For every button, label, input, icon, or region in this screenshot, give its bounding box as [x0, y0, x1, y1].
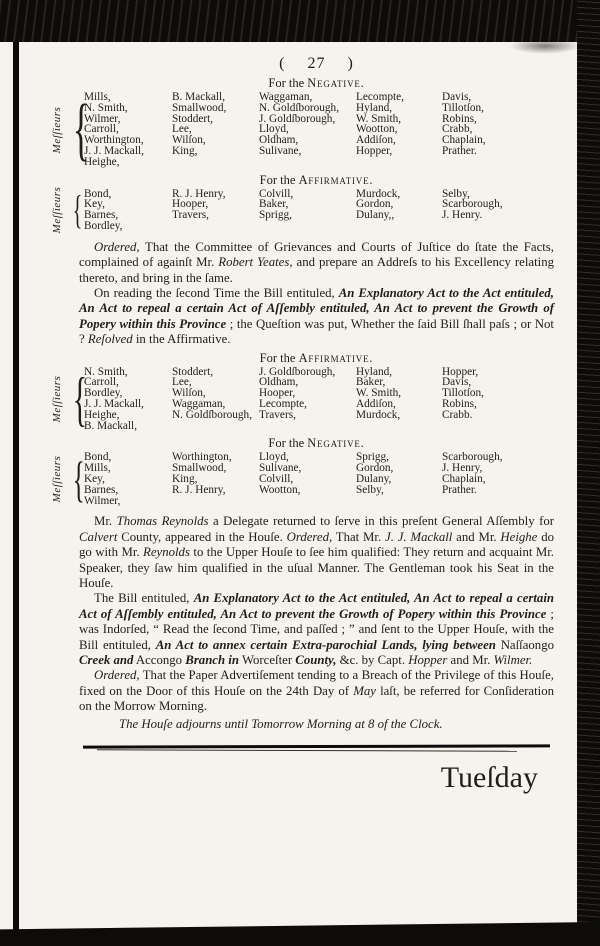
heading-word: Affirmative.	[298, 350, 374, 365]
voter-name: Prather.	[442, 483, 477, 496]
paragraph-bill-indorsed	[79, 591, 554, 668]
voter-name: Baker,	[356, 376, 386, 389]
section-rule	[83, 745, 550, 751]
voter-name: Tillotſon,	[442, 387, 484, 400]
heading-word: Negative.	[307, 436, 365, 451]
heading-prefix: For the	[259, 172, 299, 187]
voter-name: N. Smith,	[84, 101, 128, 114]
vote-column	[356, 189, 442, 221]
voter-name: Key,	[84, 472, 105, 485]
voter-name: R. J. Henry,	[172, 187, 226, 200]
voter-name: Scarborough,	[442, 451, 503, 464]
vote-column	[442, 367, 554, 421]
voter-name: Travers,	[259, 408, 296, 421]
voter-name: Heighe,	[84, 155, 120, 168]
voter-name: J. Goldſborough,	[259, 112, 336, 125]
vote-table-heading	[79, 436, 554, 450]
voter-name: Lee,	[172, 123, 192, 136]
text-segment: Accongo	[133, 653, 186, 668]
voter-name: Sprigg,	[356, 451, 389, 464]
voter-name: Wootton,	[259, 483, 301, 496]
text-segment: ; was Indorſed, “ Read the ſecond Time, and paſſed ; ” and ſent to the Upper Houſe, with the Bill entituled,	[79, 606, 554, 652]
voter-name: Baker,	[259, 198, 289, 211]
voter-name: Oldham,	[259, 134, 299, 147]
vote-column	[259, 452, 356, 495]
voter-name: Chaplain,	[442, 472, 486, 485]
voter-name: J. Henry.	[442, 209, 483, 222]
vote-column	[356, 452, 442, 495]
text-segment: and prepare an Addreſs to his Excellency relating thereto, and bring in the ſame.	[79, 255, 554, 285]
vote-column	[172, 367, 259, 421]
text-segment: and Mr.	[447, 653, 494, 668]
voter-name: Chaplain,	[442, 134, 486, 147]
text-segment: Worceſter	[238, 653, 296, 668]
voter-name: B. Mackall,	[84, 419, 138, 432]
voter-name: Colvill,	[259, 472, 294, 485]
vote-table-affirmative-1	[51, 172, 554, 234]
messieurs-label-text: Meſſieurs	[51, 106, 63, 154]
text-segment: The Bill entituled,	[94, 591, 194, 606]
voter-name: Bond,	[84, 187, 112, 200]
scan-border-bottom	[0, 932, 600, 946]
vote-table-affirmative-2	[51, 350, 554, 432]
voter-name: Bond,	[84, 451, 112, 464]
text-segment: That Mr.	[332, 529, 386, 544]
voter-name: Mills,	[84, 462, 111, 475]
vote-column	[259, 189, 356, 221]
page-number-value: 27	[307, 55, 326, 72]
voter-name: Dulany,,	[356, 209, 395, 222]
scan-border-right	[577, 0, 600, 946]
text-segment: Robert Yeates,	[218, 255, 293, 270]
voter-name: Waggaman,	[172, 398, 226, 410]
text-segment: County,	[295, 653, 337, 668]
text-segment: a Delegate returned to ſerve in this preſent General Aſſembly for	[208, 514, 555, 529]
text-segment: An Explanatory Act to the Act entituled, An Act to repeal a certain Act of Aſſembly entituled, An Act to prevent the Growth of Popery within this Province	[79, 285, 554, 331]
voter-name: Wilmer,	[84, 112, 121, 125]
text-segment: do go with Mr.	[79, 529, 554, 560]
vote-table-heading	[79, 76, 554, 90]
voter-name: Hooper,	[172, 198, 209, 211]
text-segment: in the Affirmative.	[132, 332, 231, 347]
voter-name: Travers,	[172, 209, 209, 222]
text-segment: to the Upper Houſe to ſee him qualified: They return and acquaint Mr. Speaker, they ſaw him qualified in the uſual Manner. The Gentleman took his Seat in the Houſe.	[79, 545, 554, 590]
text-segment: Heighe	[500, 529, 538, 544]
vote-column	[259, 367, 356, 421]
text-segment: Thomas Reynolds	[116, 514, 209, 529]
voter-name: Oldham,	[259, 376, 299, 389]
voter-name: N. Smith,	[84, 365, 128, 378]
paragraph-paper-advertisement	[79, 668, 554, 714]
vote-column	[356, 92, 442, 157]
page-number	[79, 55, 554, 73]
voter-name: Stoddert,	[172, 365, 214, 378]
text-segment: ; the Queſtion was put, Whether the ſaid Bill ſhall paſs ; or Not ?	[79, 316, 554, 347]
text-segment: laſt, be referred for Conſideration on the Morrow Morning.	[79, 683, 554, 714]
document-page	[19, 42, 576, 932]
vote-column	[172, 92, 259, 157]
voter-name: Murdock,	[356, 408, 401, 421]
voter-name: Robins,	[442, 398, 477, 410]
vote-column	[442, 452, 554, 495]
text-segment: Creek and	[79, 653, 134, 668]
vote-table-negative-1	[51, 76, 554, 168]
text-segment: An Explanatory Act to the Act entituled, An Act to repeal a certain Act of Aſſembly entituled, An Act to prevent the Growth of Popery within this Province	[79, 591, 554, 621]
brace-glyph: {	[72, 365, 88, 432]
voter-name: Worthington,	[84, 134, 144, 147]
vote-table-heading	[79, 173, 554, 187]
voter-name: B. Mackall,	[172, 91, 226, 103]
voter-name: Stoddert,	[172, 112, 214, 125]
voter-name: Davis,	[442, 91, 472, 103]
voter-name: Waggaman,	[259, 91, 313, 103]
messieurs-label	[45, 92, 69, 168]
voter-name: Lloyd,	[259, 123, 289, 136]
adjournment-line: The Houſe adjourns until Tomorrow Morning at 8 of the Clock.	[119, 716, 443, 731]
voter-name: Selby,	[442, 187, 470, 200]
voter-name: Hyland,	[356, 365, 393, 378]
voter-name: W. Smith,	[356, 112, 402, 125]
voter-name: Wilſon,	[172, 387, 206, 400]
voter-name: Smallwood,	[172, 101, 227, 114]
text-segment: J. J. Mackall	[385, 529, 453, 544]
voter-name: Lloyd,	[259, 451, 289, 464]
vote-column	[172, 452, 259, 495]
voter-name: J. Henry,	[442, 462, 483, 475]
text-segment: &c. by Capt.	[336, 653, 409, 668]
vote-column	[84, 92, 172, 168]
voter-name: Sulivane,	[259, 462, 302, 475]
voter-name: Crabb,	[442, 123, 473, 136]
voter-name: W. Smith,	[356, 387, 402, 400]
voter-name: King,	[172, 472, 198, 485]
vote-column	[84, 452, 172, 506]
vote-table-body	[45, 92, 554, 168]
page-number-paren-left: (	[279, 55, 286, 72]
voter-name: Hooper,	[259, 387, 296, 400]
voter-name: Tillotſon,	[442, 101, 484, 114]
text-segment: Hopper	[408, 653, 448, 668]
text-segment: Ordered,	[94, 668, 140, 683]
vote-column	[172, 189, 259, 221]
text-segment: and Mr.	[452, 529, 501, 544]
voter-name: Mills,	[84, 91, 111, 103]
text-segment: Mr.	[94, 514, 117, 529]
vote-column	[259, 92, 356, 157]
voter-name: Wilſon,	[172, 134, 206, 147]
voter-name: Lee,	[172, 376, 192, 389]
heading-prefix: For the	[268, 76, 308, 90]
messieurs-label	[45, 186, 69, 234]
heading-word: Affirmative.	[298, 172, 374, 187]
paragraph-second-reading	[79, 286, 554, 348]
voter-name: Wootton,	[356, 123, 398, 136]
voter-name: King,	[172, 144, 198, 157]
text-segment: Ordered,	[94, 239, 140, 254]
voter-name: N. Goldſborough,	[172, 408, 253, 421]
voter-name: Scarborough,	[442, 198, 503, 211]
section-rule-thick	[83, 744, 550, 748]
voter-name: Colvill,	[259, 187, 294, 200]
text-segment: Wilmer.	[493, 653, 533, 668]
vote-table-negative-2	[51, 436, 554, 507]
voter-name: Lecompte,	[259, 398, 307, 410]
voter-name: J. J. Mackall,	[84, 144, 144, 157]
voter-name: Heighe,	[84, 408, 120, 421]
voter-name: Barnes,	[84, 209, 119, 222]
heading-prefix: For the	[259, 350, 299, 365]
voter-name: Wilmer,	[84, 494, 121, 507]
catchword-tuesday: Tueſday	[440, 760, 538, 794]
messieurs-label-text: Meſſieurs	[51, 456, 63, 503]
vote-table-body	[45, 186, 554, 234]
text-segment: Naſſaongo	[495, 637, 554, 652]
text-segment: That the Committee of Grievances and Courts of Juſtice do ſtate the Facts, complained of againſt Mr.	[79, 239, 554, 270]
text-segment: Reſolved	[87, 332, 133, 347]
brace-glyph: {	[72, 450, 85, 507]
text-segment: County, appeared in the Houſe.	[117, 529, 287, 544]
section-rule-thin	[97, 749, 517, 751]
voter-name: Crabb.	[442, 408, 473, 421]
vote-column	[84, 189, 172, 232]
voter-name: Gordon,	[356, 462, 394, 475]
vote-column	[442, 189, 554, 221]
vote-table-body	[45, 367, 554, 432]
heading-word: Negative.	[307, 76, 365, 90]
voter-name: J. J. Mackall,	[84, 398, 144, 410]
vote-table-body	[45, 452, 554, 506]
text-segment: That the Paper Advertiſement tending to a Breach of the Privilege of this Houſe, fixed on the Door of this Houſe on the 24th Day of	[79, 668, 554, 698]
messieurs-label-text: Meſſieurs	[51, 186, 63, 234]
voter-name: Selby,	[356, 483, 384, 496]
voter-name: Barnes,	[84, 483, 119, 496]
brace-glyph: {	[72, 90, 90, 168]
messieurs-label-text: Meſſieurs	[51, 375, 63, 423]
voter-name: Hopper,	[442, 365, 479, 378]
voter-name: Bordley,	[84, 387, 123, 400]
text-segment: Branch in	[185, 653, 239, 668]
voter-name: Dulany,	[356, 472, 392, 485]
voter-name: Sprigg,	[259, 209, 292, 222]
page-number-paren-right: )	[347, 55, 354, 72]
vote-table-heading	[79, 351, 554, 365]
voter-name: Prather.	[442, 144, 477, 157]
voter-name: Key,	[84, 198, 105, 211]
voter-name: Hyland,	[356, 101, 393, 114]
voter-name: R. J. Henry,	[172, 483, 226, 496]
messieurs-label	[45, 367, 69, 432]
text-segment: Reynolds	[143, 545, 190, 560]
vote-column	[356, 367, 442, 421]
text-segment: Ordered,	[286, 529, 333, 544]
vote-column	[84, 367, 172, 432]
text-segment: An Act to annex certain Extra-parochial Lands, lying between	[155, 637, 496, 652]
voter-name: Carroll,	[84, 123, 119, 136]
text-segment: On reading the ſecond Time the Bill entituled,	[94, 285, 339, 300]
voter-name: Gordon,	[356, 198, 394, 211]
heading-prefix: For the	[268, 436, 308, 451]
text-segment: May	[353, 683, 376, 698]
voter-name: Hopper,	[356, 144, 393, 157]
voter-name: J. Goldſborough,	[259, 365, 336, 378]
voter-name: Worthington,	[172, 451, 232, 464]
voter-name: Davis,	[442, 376, 472, 389]
voter-name: Smallwood,	[172, 462, 227, 475]
paragraph-reynolds-qualified	[79, 514, 554, 591]
voter-name: Addiſon,	[356, 398, 396, 410]
voter-name: Robins,	[442, 112, 477, 125]
messieurs-label	[45, 452, 69, 506]
voter-name: Murdock,	[356, 187, 401, 200]
paragraph-grievances-order	[79, 240, 554, 286]
voter-name: N. Goldſborough,	[259, 101, 340, 114]
text-segment: Calvert	[79, 529, 118, 544]
voter-name: Lecompte,	[356, 91, 404, 103]
voter-name: Sulivane,	[259, 144, 302, 157]
voter-name: Carroll,	[84, 376, 119, 389]
voter-name: Addiſon,	[356, 134, 396, 147]
vote-column	[442, 92, 554, 157]
scan-border-top	[0, 0, 600, 42]
voter-name: Bordley,	[84, 219, 123, 232]
brace-glyph: {	[72, 187, 83, 233]
